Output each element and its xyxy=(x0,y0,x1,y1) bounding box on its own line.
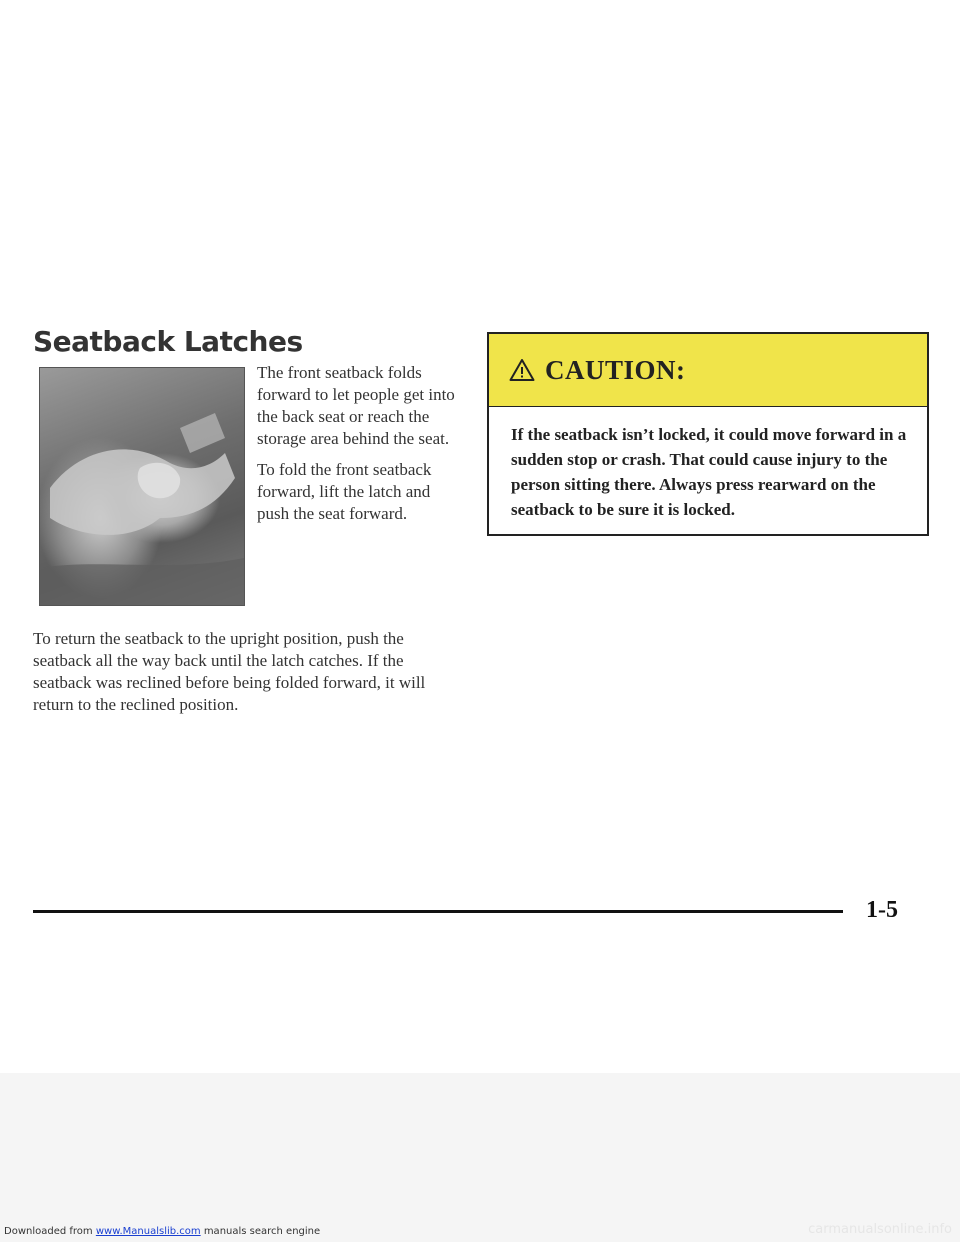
caution-header xyxy=(489,334,927,407)
watermark: carmanualsonline.info xyxy=(808,1222,952,1237)
caution-title: CAUTION: xyxy=(545,354,686,385)
seatback-latch-photo xyxy=(39,367,245,606)
footer-background xyxy=(0,1073,960,1242)
intro-paragraph: The front seatback folds forward to let people get into the back seat or reach the storage area behind the seat. xyxy=(257,363,455,448)
footer-prefix: Downloaded from xyxy=(4,1226,96,1237)
hand-on-latch-illustration xyxy=(40,368,244,605)
download-footer xyxy=(4,1226,320,1237)
caution-box xyxy=(487,332,929,536)
return-instructions-paragraph: To return the seatback to the upright position, push the seatback all the way back until the latch catches. If the seatback was reclined before being folded forward, it will return to the reclined position. xyxy=(33,629,426,714)
page-number: 1-5 xyxy=(866,897,898,923)
footer-suffix: manuals search engine xyxy=(200,1226,321,1237)
intro-text xyxy=(257,362,457,534)
caution-text: If the seatback isn’t locked, it could move forward in a sudden stop or crash. That could cause injury to the person sitting there. Always press rearward on the seatback to be sure it is locked. xyxy=(511,425,907,519)
manualslib-link[interactable]: www.Manualslib.com xyxy=(95,1226,201,1237)
warning-triangle-icon xyxy=(509,358,535,382)
page-divider xyxy=(33,910,843,913)
fold-instructions-paragraph: To fold the front seatback forward, lift the latch and push the seat forward. xyxy=(257,460,432,523)
section-title: Seatback Latches xyxy=(33,325,303,358)
